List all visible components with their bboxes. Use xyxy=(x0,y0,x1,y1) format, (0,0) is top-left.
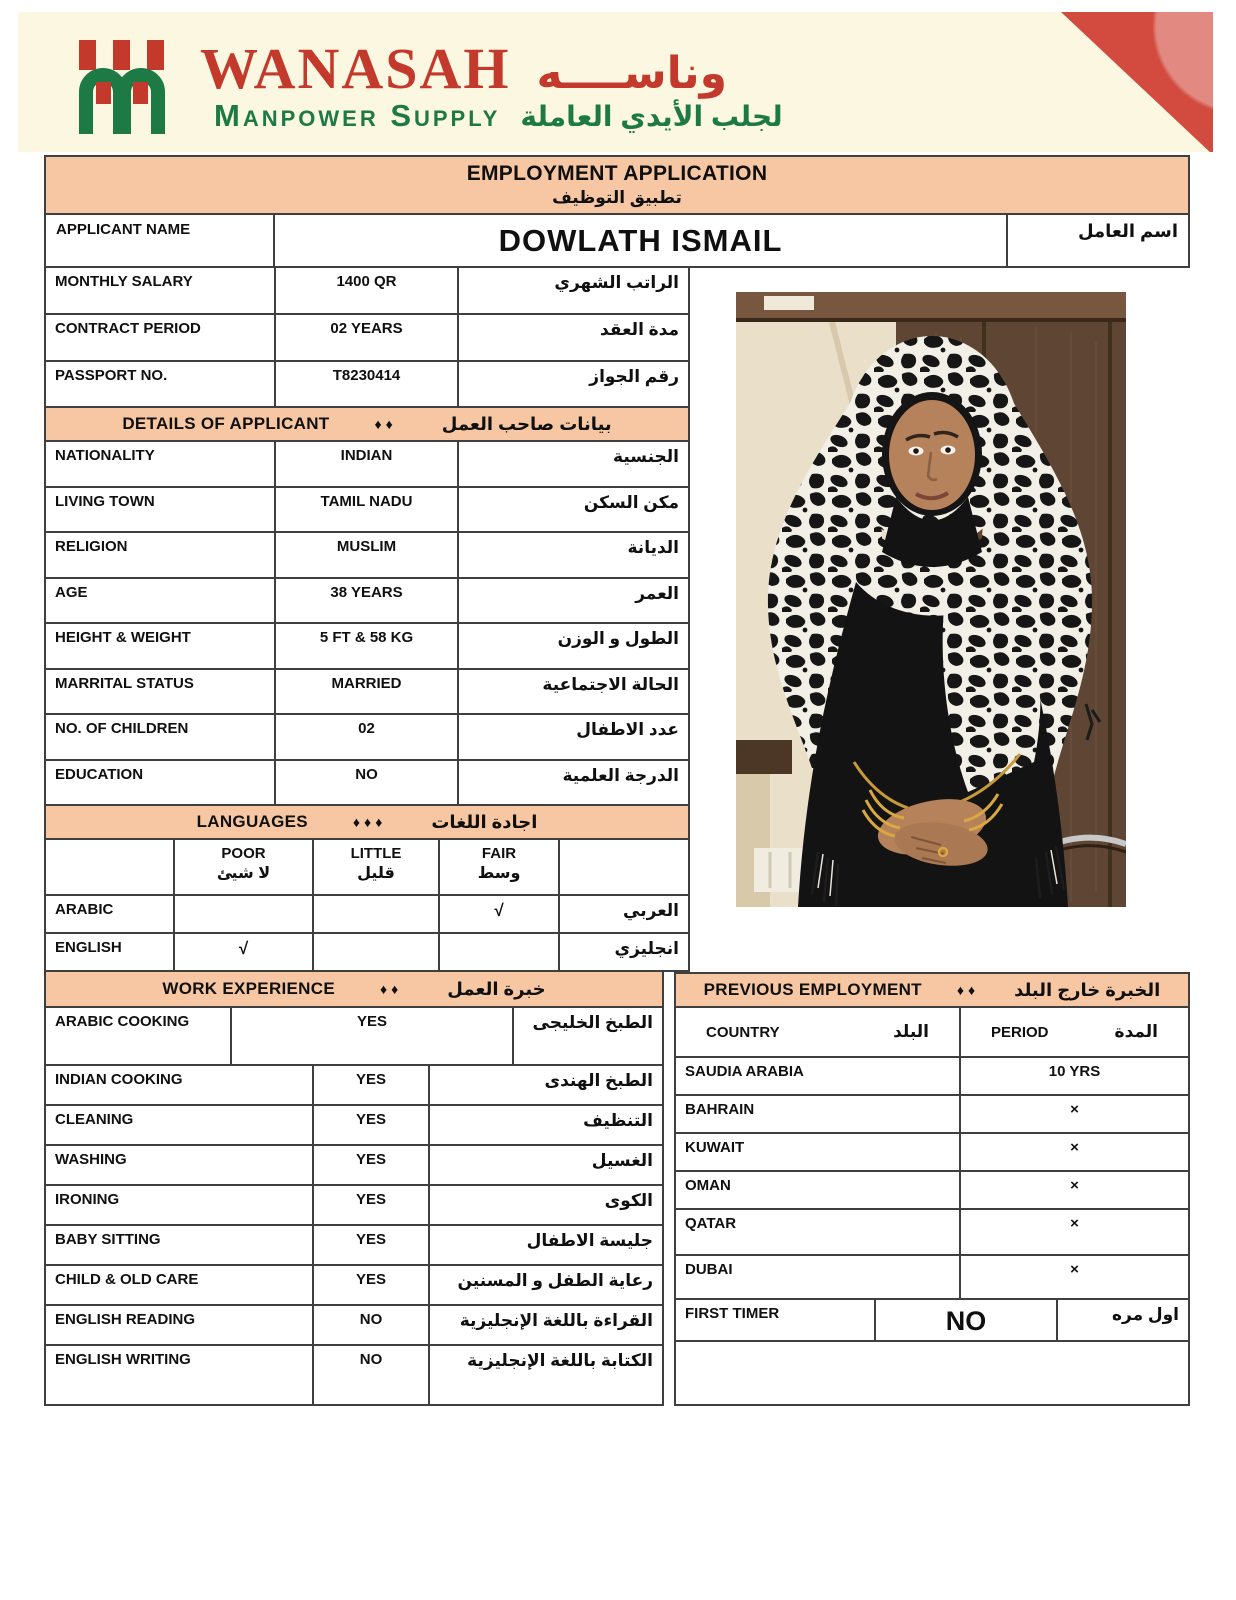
washing-label-arabic: الغسيل xyxy=(428,1146,662,1184)
oman-period: × xyxy=(959,1172,1188,1208)
arabic-little-cell xyxy=(312,896,438,932)
baby-sitting-value: YES xyxy=(312,1226,428,1264)
english-fair-cell xyxy=(438,934,558,970)
height-weight-value: 5 FT & 58 KG xyxy=(274,624,457,668)
empty-bottom-row xyxy=(674,1342,1190,1406)
marital-status-value: MARRIED xyxy=(274,670,457,713)
languages-col-fair xyxy=(438,840,558,894)
english-reading-value: NO xyxy=(312,1306,428,1344)
living-town-label-arabic: مكن السكن xyxy=(457,488,688,531)
first-timer-label: FIRST TIMER xyxy=(685,1305,780,1322)
kuwait-label: KUWAIT xyxy=(685,1139,745,1156)
little-label: LITTLE xyxy=(350,845,402,862)
section-header-previous-employment xyxy=(674,972,1190,1008)
saudi-arabia-period: 10 YRS xyxy=(959,1058,1188,1094)
child-old-care-value: YES xyxy=(312,1266,428,1304)
language-row-arabic xyxy=(44,896,690,934)
baby-sitting-label: BABY SITTING xyxy=(55,1231,161,1248)
marital-status-label: MARRITAL STATUS xyxy=(55,675,194,692)
field-row-nationality xyxy=(44,442,690,488)
work-row-arabic-cooking xyxy=(44,1008,664,1066)
indian-cooking-label: INDIAN COOKING xyxy=(55,1071,183,1088)
cleaning-value: YES xyxy=(312,1106,428,1144)
languages-col-poor xyxy=(173,840,312,894)
nationality-label: NATIONALITY xyxy=(55,447,155,464)
period-column-header xyxy=(959,1008,1188,1056)
field-row-contract-period xyxy=(44,315,690,362)
applicant-photo xyxy=(736,292,1126,907)
field-row-religion xyxy=(44,533,690,579)
ironing-label: IRONING xyxy=(55,1191,120,1208)
arabic-cooking-label: ARABIC COOKING xyxy=(55,1013,190,1030)
period-label-arabic: المدة xyxy=(1114,1022,1158,1041)
work-row-indian-cooking xyxy=(44,1066,664,1106)
english-language-label: ENGLISH xyxy=(55,939,122,956)
poor-label-arabic: لا شيئ xyxy=(216,865,271,882)
passport-no-value: T8230414 xyxy=(274,362,457,406)
previous-employment-header-arabic: الخبرة خارج البلد xyxy=(1014,979,1161,1000)
applicant-name-row xyxy=(44,215,1190,268)
fair-label: FAIR xyxy=(481,845,517,862)
child-old-care-label-arabic: رعاية الطفل و المسنين xyxy=(428,1266,662,1304)
height-weight-label: HEIGHT & WEIGHT xyxy=(55,629,191,646)
country-label-arabic: البلد xyxy=(893,1022,929,1041)
washing-value: YES xyxy=(312,1146,428,1184)
work-row-english-writing xyxy=(44,1346,664,1406)
field-row-marital-status xyxy=(44,670,690,715)
english-writing-label-arabic: الكتابة باللغة الإنجليزية xyxy=(428,1346,662,1404)
arabic-cooking-label-arabic: الطبخ الخليجى xyxy=(512,1008,662,1064)
diamond-separator-icon: ♦♦♦ xyxy=(352,814,387,830)
country-row-dubai xyxy=(674,1256,1190,1300)
little-label-arabic: قليل xyxy=(357,865,395,882)
arabic-language-label: ARABIC xyxy=(55,901,114,918)
contract-period-value: 02 YEARS xyxy=(274,315,457,360)
arabic-fair-checkmark: √ xyxy=(438,896,558,932)
country-row-bahrain xyxy=(674,1096,1190,1134)
first-timer-row xyxy=(674,1300,1190,1342)
education-value: NO xyxy=(274,761,457,804)
country-row-saudi-arabia xyxy=(674,1058,1190,1096)
marital-status-label-arabic: الحالة الاجتماعية xyxy=(457,670,688,713)
work-row-baby-sitting xyxy=(44,1226,664,1266)
dubai-period: × xyxy=(959,1256,1188,1298)
section-header-work-experience xyxy=(44,972,664,1008)
washing-label: WASHING xyxy=(55,1151,127,1168)
languages-header-english: LANGUAGES xyxy=(196,812,308,831)
arabic-language-label-arabic: العربي xyxy=(558,896,688,932)
arabic-cooking-value: YES xyxy=(230,1008,512,1064)
age-value: 38 YEARS xyxy=(274,579,457,622)
passport-no-label-arabic: رقم الجواز xyxy=(457,362,688,406)
education-label-arabic: الدرجة العلمية xyxy=(457,761,688,804)
applicant-name-value: DOWLATH ISMAIL xyxy=(273,215,1008,266)
work-experience-header-arabic: خبرة العمل xyxy=(447,978,546,999)
age-label: AGE xyxy=(55,584,88,601)
country-row-oman xyxy=(674,1172,1190,1210)
details-header-english: DETAILS OF APPLICANT xyxy=(122,414,330,433)
age-label-arabic: العمر xyxy=(457,579,688,622)
details-header-arabic: بيانات صاحب العمل xyxy=(441,413,612,434)
children-value: 02 xyxy=(274,715,457,759)
english-writing-value: NO xyxy=(312,1346,428,1404)
brand-text xyxy=(200,36,783,134)
languages-column-headers xyxy=(44,840,690,896)
living-town-value: TAMIL NADU xyxy=(274,488,457,531)
work-row-cleaning xyxy=(44,1106,664,1146)
oman-label: OMAN xyxy=(685,1177,731,1194)
diamond-separator-icon: ♦♦ xyxy=(956,982,980,998)
work-row-child-old-care xyxy=(44,1266,664,1306)
work-experience-header-english: WORK EXPERIENCE xyxy=(162,979,335,998)
field-row-age xyxy=(44,579,690,624)
qatar-label: QATAR xyxy=(685,1215,737,1232)
monthly-salary-label: MONTHLY SALARY xyxy=(55,273,193,290)
country-column-header xyxy=(676,1008,959,1056)
monthly-salary-label-arabic: الراتب الشهري xyxy=(457,268,688,313)
nationality-label-arabic: الجنسية xyxy=(457,442,688,486)
languages-col-little xyxy=(312,840,438,894)
previous-employment-column-headers xyxy=(674,1008,1190,1058)
diamond-separator-icon: ♦♦ xyxy=(379,981,403,997)
qatar-period: × xyxy=(959,1210,1188,1254)
education-label: EDUCATION xyxy=(55,766,144,783)
brand-name-english: WANASAH xyxy=(200,36,511,101)
field-row-living-town xyxy=(44,488,690,533)
field-row-passport-no xyxy=(44,362,690,408)
arabic-poor-cell xyxy=(173,896,312,932)
children-label: NO. OF CHILDREN xyxy=(55,720,189,737)
country-row-qatar xyxy=(674,1210,1190,1256)
brand-tagline-arabic: لجلب الأيدي العاملة xyxy=(520,101,783,132)
applicant-name-label-arabic: اسم العامل xyxy=(1077,221,1178,241)
section-header-details xyxy=(44,408,690,442)
applicant-name-label: APPLICANT NAME xyxy=(56,221,191,238)
field-row-education xyxy=(44,761,690,806)
religion-label-arabic: الديانة xyxy=(457,533,688,577)
kuwait-period: × xyxy=(959,1134,1188,1170)
field-row-height-weight xyxy=(44,624,690,670)
religion-value: MUSLIM xyxy=(274,533,457,577)
cleaning-label-arabic: التنظيف xyxy=(428,1106,662,1144)
nationality-value: INDIAN xyxy=(274,442,457,486)
previous-employment-column xyxy=(674,972,1190,1406)
empty-cell xyxy=(676,1342,1188,1404)
form-title-arabic: تطبيق التوظيف xyxy=(552,188,682,207)
indian-cooking-label-arabic: الطبخ الهندى xyxy=(428,1066,662,1104)
work-row-english-reading xyxy=(44,1306,664,1346)
field-row-children xyxy=(44,715,690,761)
field-row-monthly-salary xyxy=(44,268,690,315)
previous-employment-header-english: PREVIOUS EMPLOYMENT xyxy=(703,980,922,999)
form-title-english: EMPLOYMENT APPLICATION xyxy=(466,162,768,185)
work-row-ironing xyxy=(44,1186,664,1226)
baby-sitting-label-arabic: جليسة الاطفال xyxy=(428,1226,662,1264)
english-language-label-arabic: انجليزي xyxy=(558,934,688,970)
form-title xyxy=(44,155,1190,215)
monthly-salary-value: 1400 QR xyxy=(274,268,457,313)
ironing-label-arabic: الكوى xyxy=(428,1186,662,1224)
english-poor-checkmark: √ xyxy=(173,934,312,970)
fair-label-arabic: وسط xyxy=(477,865,521,882)
brand-tagline-english: Manpower Supply xyxy=(214,98,501,133)
bahrain-period: × xyxy=(959,1096,1188,1132)
language-row-english xyxy=(44,934,690,972)
diamond-separator-icon: ♦♦ xyxy=(374,416,397,432)
cleaning-label: CLEANING xyxy=(55,1111,134,1128)
child-old-care-label: CHILD & OLD CARE xyxy=(55,1271,199,1288)
brand-name-arabic: وناســــه xyxy=(536,49,728,98)
passport-no-label: PASSPORT NO. xyxy=(55,367,168,384)
country-label: COUNTRY xyxy=(706,1023,780,1041)
languages-header-arabic: اجادة اللغات xyxy=(431,811,538,832)
section-header-languages xyxy=(44,806,690,840)
period-label: PERIOD xyxy=(991,1023,1049,1041)
ironing-value: YES xyxy=(312,1186,428,1224)
first-timer-value: NO xyxy=(874,1300,1056,1340)
work-row-washing xyxy=(44,1146,664,1186)
first-timer-label-arabic: اول مره xyxy=(1056,1300,1188,1340)
employment-application-form xyxy=(44,155,1190,1410)
children-label-arabic: عدد الاطفال xyxy=(457,715,688,759)
languages-empty-header xyxy=(46,840,173,894)
contract-period-label-arabic: مدة العقد xyxy=(457,315,688,360)
english-reading-label-arabic: القراءة باللغة الإنجليزية xyxy=(428,1306,662,1344)
poor-label: POOR xyxy=(221,845,266,862)
contract-period-label: CONTRACT PERIOD xyxy=(55,320,201,337)
country-row-kuwait xyxy=(674,1134,1190,1172)
bahrain-label: BAHRAIN xyxy=(685,1101,755,1118)
indian-cooking-value: YES xyxy=(312,1066,428,1104)
religion-label: RELIGION xyxy=(55,538,128,555)
saudi-arabia-label: SAUDIA ARABIA xyxy=(685,1063,804,1080)
living-town-label: LIVING TOWN xyxy=(55,493,155,510)
languages-empty-header-arabic xyxy=(558,840,688,894)
english-little-cell xyxy=(312,934,438,970)
height-weight-label-arabic: الطول و الوزن xyxy=(457,624,688,668)
left-column xyxy=(44,268,690,1406)
english-writing-label: ENGLISH WRITING xyxy=(55,1351,191,1368)
english-reading-label: ENGLISH READING xyxy=(55,1311,196,1328)
wanasah-logo-icon xyxy=(74,40,174,134)
brand-header xyxy=(18,12,1213,152)
dubai-label: DUBAI xyxy=(685,1261,733,1278)
